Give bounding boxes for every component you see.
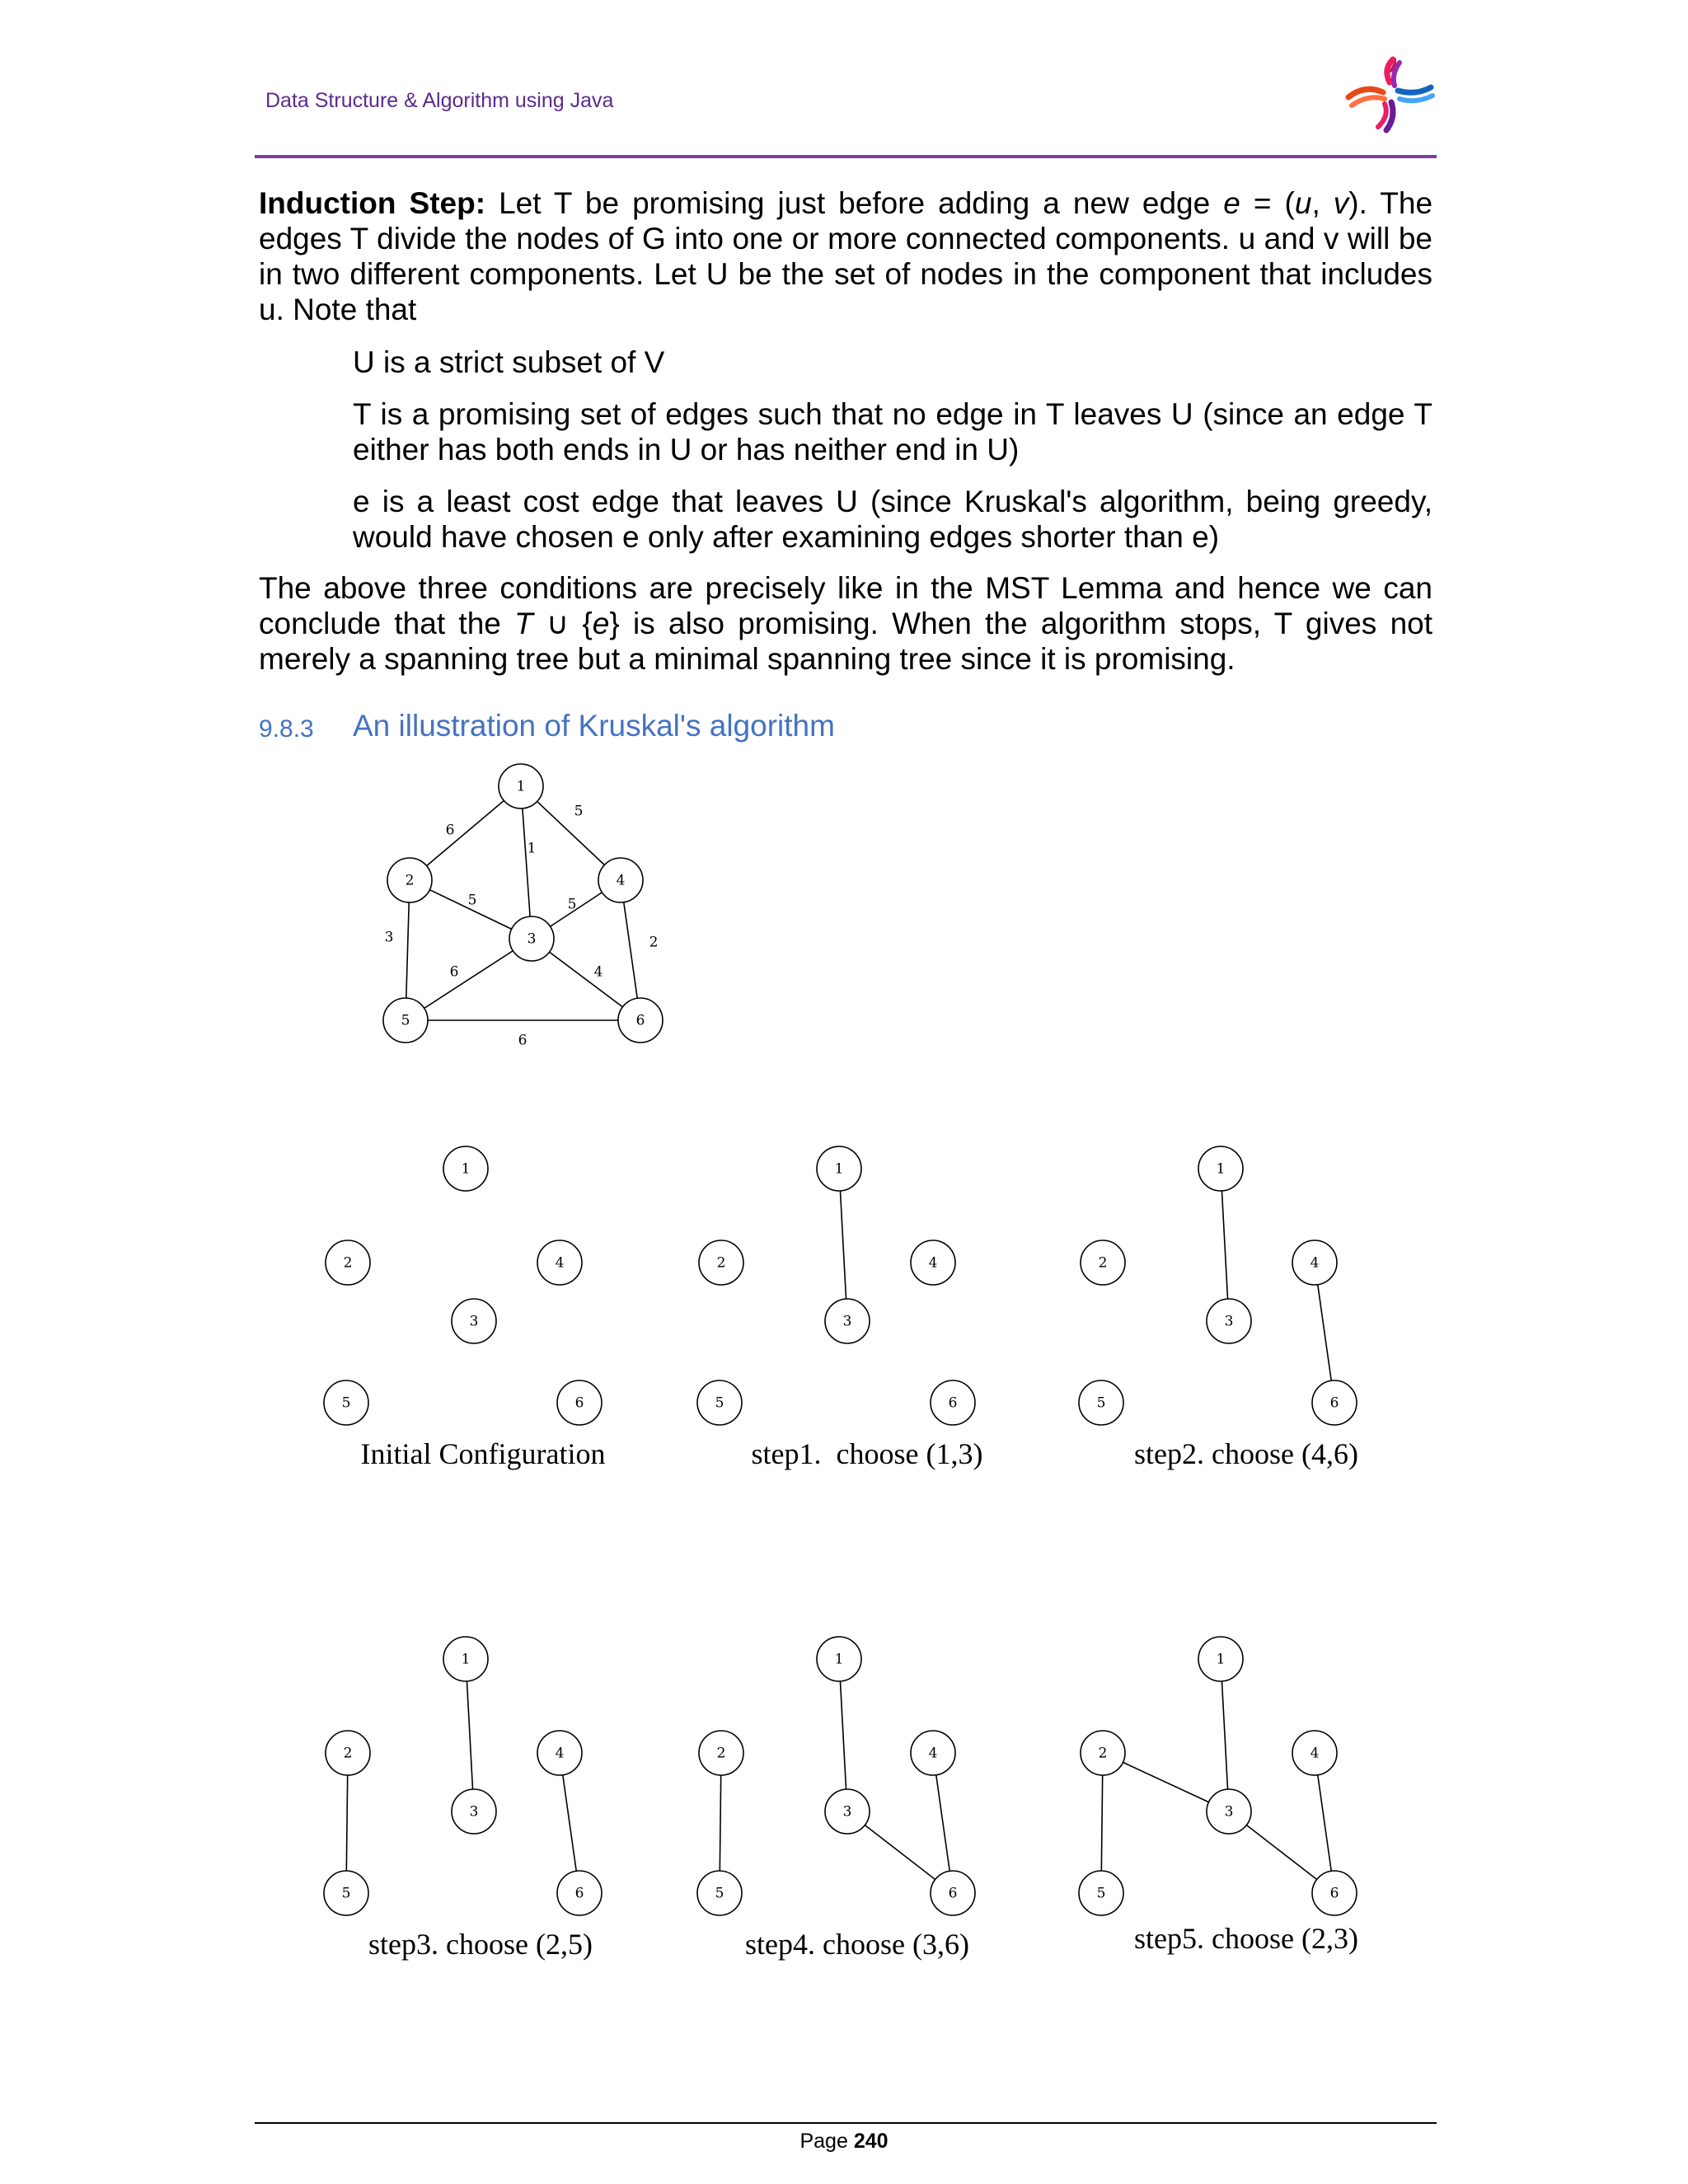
step-node-label: 5 (1096, 1394, 1106, 1412)
edge-weight-label: 5 (574, 803, 584, 820)
var-e: e (1223, 186, 1240, 220)
step-node-label: 6 (948, 1394, 958, 1412)
step-node-label: 2 (1098, 1254, 1108, 1272)
induction-text: Let T be promising just before adding a new edge (485, 186, 1224, 220)
edge-weight-label: 3 (384, 929, 394, 946)
step-node-label: 1 (834, 1651, 844, 1668)
step-node-label: 6 (574, 1394, 584, 1412)
step-node-label: 3 (842, 1803, 852, 1821)
section-title: An illustration of Kruskal's algorithm (353, 709, 835, 743)
step-node-label: 2 (1098, 1745, 1108, 1762)
edge-weight-label: 1 (527, 840, 537, 857)
step-node-label: 1 (461, 1651, 471, 1668)
step-node-label: 3 (1224, 1803, 1234, 1821)
conclusion-b: } is also promising. When the algorithm stops, T gives not merely a spanning tree but a minimal spanning tree since it is promising. (259, 607, 1432, 676)
step-node-label: 6 (574, 1885, 584, 1902)
condition-2: T is a promising set of edges such that no edge in T leaves U (since an edge T either has both ends in U or has neither end in U) (353, 397, 1432, 466)
step-node-label: 1 (461, 1160, 471, 1178)
step-node-label: 4 (928, 1745, 938, 1762)
graph-node-label: 6 (635, 1012, 645, 1029)
step-node-label: 5 (341, 1885, 351, 1902)
step-node-label: 6 (1329, 1885, 1339, 1902)
section-number: 9.8.3 (259, 715, 314, 743)
edge-weight-label: 6 (518, 1032, 528, 1049)
edge-weight-label: 5 (567, 896, 577, 913)
step-node-label: 3 (1224, 1313, 1234, 1330)
graph-edge-1-3 (521, 786, 532, 939)
step-node-label: 5 (715, 1885, 724, 1902)
page-num-value: 240 (853, 2130, 889, 2153)
step-node-label: 4 (1310, 1254, 1320, 1272)
comma-text: , (1311, 186, 1334, 220)
step-node-label: 2 (716, 1254, 726, 1272)
step-node-label: 1 (1216, 1651, 1226, 1668)
step-caption: step2. choose (4,6) (1134, 1437, 1358, 1470)
weighted-graph (383, 764, 663, 1049)
conclusion-cup: ∪ { (532, 607, 593, 640)
edge-weight-label: 6 (445, 822, 455, 839)
condition-3: e is a least cost edge that leaves U (since Kruskal's algorithm, being greedy, would have chosen e only after examining edges shorter than e) (353, 485, 1432, 554)
step-caption: step1. choose (1,3) (751, 1437, 983, 1470)
step-node-label: 4 (928, 1254, 938, 1272)
var-e-2: e (592, 607, 610, 640)
step-node-label: 4 (555, 1254, 565, 1272)
page-label: Page (799, 2130, 848, 2153)
step-caption: step4. choose (3,6) (745, 1928, 969, 1961)
graph-node-label: 2 (405, 872, 415, 889)
graph-node-label: 1 (516, 778, 526, 795)
step-node-label: 4 (1310, 1745, 1320, 1762)
graph-node-label: 3 (527, 930, 537, 948)
step-node-label: 6 (948, 1885, 958, 1902)
step-panel-4 (697, 1637, 975, 1961)
step-node-label: 4 (555, 1745, 565, 1762)
step-node-label: 6 (1329, 1394, 1339, 1412)
graph-node-label: 5 (401, 1012, 410, 1029)
step-node-label: 1 (834, 1160, 844, 1178)
step-node-label: 2 (343, 1745, 353, 1762)
step-node-label: 5 (341, 1394, 351, 1412)
edge-weight-label: 5 (467, 892, 477, 909)
var-u: u (1294, 186, 1312, 220)
var-T: T (514, 607, 533, 640)
step-node-label: 3 (469, 1313, 479, 1330)
step-node-label: 5 (715, 1394, 724, 1412)
step-node-label: 1 (1216, 1160, 1226, 1178)
step-caption: step5. choose (2,3) (1134, 1922, 1358, 1955)
induction-label: Induction Step: (259, 186, 486, 220)
edge-weight-label: 2 (649, 934, 659, 951)
conclusion-a: The above three conditions are precisely like in the MST Lemma and hence we can conclude that the (259, 571, 1432, 640)
var-v: v (1333, 186, 1349, 220)
step-node-label: 3 (842, 1313, 852, 1330)
induction-rest: ). The edges T divide the nodes of G into one or more connected components. u and v will be in two different components. Let U be the set of nodes in the component that includes u. Note that (259, 186, 1433, 326)
step-panel-2 (1079, 1146, 1358, 1470)
step-node-label: 5 (1096, 1885, 1106, 1902)
condition-1: U is a strict subset of V (353, 345, 665, 379)
eq-text: = ( (1240, 186, 1295, 220)
edge-weight-label: 6 (449, 963, 459, 981)
step-node-label: 2 (716, 1745, 726, 1762)
step-node-label: 3 (469, 1803, 479, 1821)
step-panel-5 (1079, 1637, 1358, 1955)
step-panel-1 (697, 1146, 982, 1470)
step-caption: step3. choose (2,5) (368, 1928, 593, 1961)
graph-node-label: 4 (616, 872, 626, 889)
step-panel-3 (324, 1637, 602, 1961)
step-panel-0 (324, 1146, 605, 1470)
edge-weight-label: 4 (593, 963, 603, 981)
step-node-label: 2 (343, 1254, 353, 1272)
running-header: Data Structure & Algorithm using Java (265, 89, 614, 112)
page-number (0, 2130, 1688, 2154)
step-caption: Initial Configuration (360, 1437, 606, 1470)
footer-rule (255, 2122, 1437, 2124)
